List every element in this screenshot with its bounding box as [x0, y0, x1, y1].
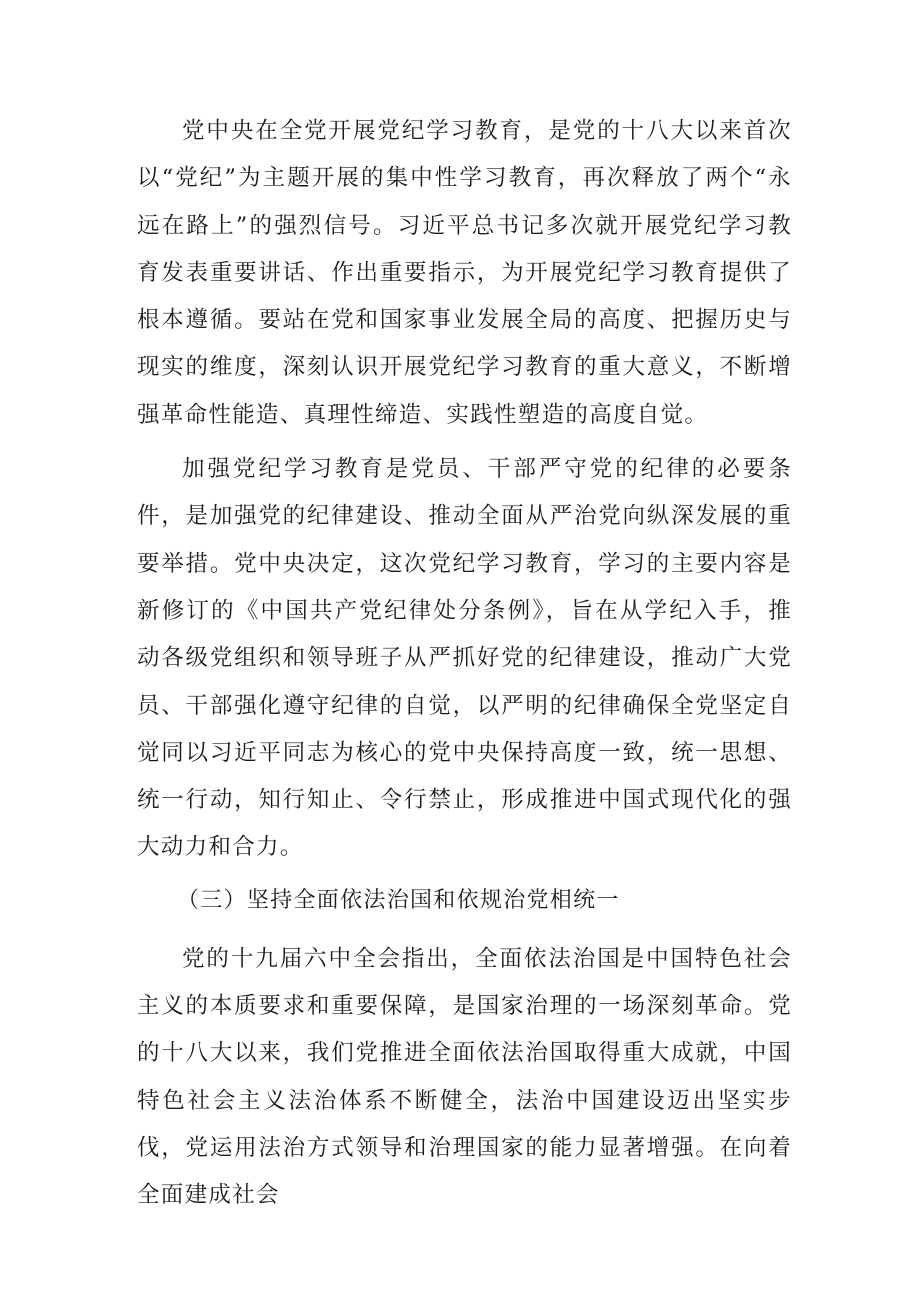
paragraph-1: 党中央在全党开展党纪学习教育，是党的十八大以来首次以“党纪”为主题开展的集中性学习教育，再次释放了两个“永远在路上”的强烈信号。习近平总书记多次就开展党纪学习教育发表重要讲话、作出重要指示，为开展党纪学习教育提供了根本遵循。要站在党和国家事业发展全局的高度、把握历史与现实的维度，深刻认识开展党纪学习教育的重大意义，不断增强革命性能造、真理性缔造、实践性塑造的高度自觉。	[137, 118, 792, 428]
paragraph-2: 加强党纪学习教育是党员、干部严守党的纪律的必要条件，是加强党的纪律建设、推动全面从严治党向纵深发展的重要举措。党中央决定，这次党纪学习教育，学习的主要内容是新修订的《中国共产党纪律处分条例》，旨在从学纪入手，推动各级党组织和领导班子从严抓好党的纪律建设，推动广大党员、干部强化遵守纪律的自觉，以严明的纪律确保全党坚定自觉同以习近平同志为核心的党中央保持高度一致，统一思想、统一行动，知行知止、令行禁止，形成推进中国式现代化的强大动力和合力。	[137, 456, 792, 861]
paragraph-3: 党的十九届六中全会指出，全面依法治国是中国特色社会主义的本质要求和重要保障，是国家治理的一场深刻革命。党的十八大以来，我们党推进全面依法治国取得重大成就，中国特色社会主义法治体系不断健全，法治中国建设迈出坚实步伐，党运用法治方式领导和治理国家的能力显著增强。在向着全面建成社会	[137, 945, 792, 1209]
section-heading: （三）坚持全面依法治国和依规治党相统一	[177, 887, 620, 913]
document-body	[137, 108, 792, 1220]
